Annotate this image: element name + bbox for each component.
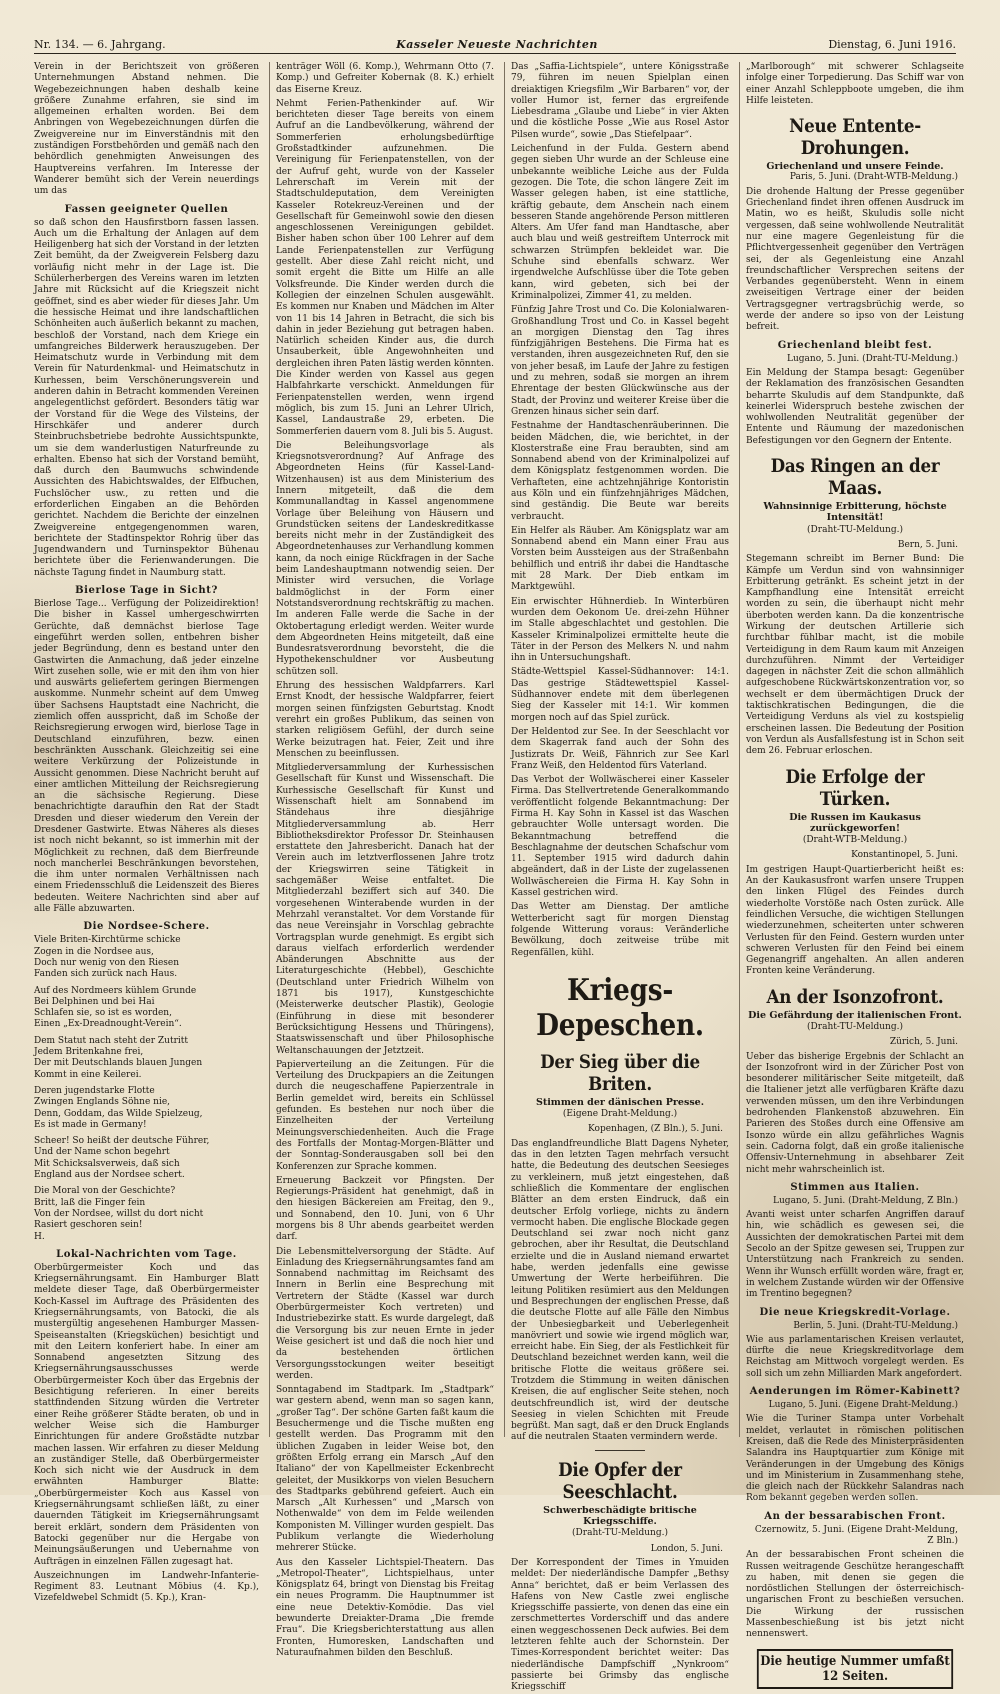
- poem-line: Viele Briten-Kirchtürme schicke: [34, 935, 181, 946]
- article-subheadline: Die Gefährdung der italienischen Front.: [748, 1009, 962, 1021]
- article-dateline: Lugano, 5. Juni. (Draht-TU-Meldung.): [787, 353, 958, 364]
- section-heading: Bierlose Tage in Sicht?: [75, 585, 218, 597]
- article-dateline: Kopenhagen, (Z Bln.), 5. Juni.: [588, 1124, 723, 1135]
- paragraph: Die Beleihungsvorlage als Kriegsnotsverordnung? Auf Anfrage des Abgeordneten Heins (für Kassel-Land-Witzenhausen) ist aus dem Ministerium des Innern mitgeteilt, daß die dem Kommunallandtag in Kassel angenommene Vorlage über Beleihung von Häusern und Grundstücken seitens der Landeskreditkasse bereits nicht mehr in der Zuständigkeit des Abgeordnetenhauses zur Verhandlung kommen kann, da noch einige Rückfragen in der Sache beim Landeshauptmann notwendig seien. Der Minister wird versuchen, die Vorlage baldmöglichst in der Form einer Notstandsverordnung rechtskräftig zu machen. Im anderen Falle werde die Sache in der Oktobertagung erledigt werden. Weiter wurde dem Abgeordneten Heins mitgeteilt, daß eine Bundesratsverordnung bevorsteht, die die Hypothekenschuldner vor Ausbeutung schützen soll.: [276, 440, 494, 677]
- poem-stanza: [34, 1036, 259, 1081]
- section-heading: Lokal-Nachrichten vom Tage.: [56, 1248, 237, 1260]
- paragraph: Stegemann schreibt im Berner Bund: Die Kämpfe um Verdun sind von wahnsinniger Erbitterung getränkt. Es scheint jetzt in der Kampfhandlung eine Intensität erreicht worden zu sein, die überhaupt nicht mehr überboten werden kann. Da die konzentrische Wirkung der deutschen Artillerie sich furchtbar fühlbar macht, ist die mobile Verteidigung in dem Raum kaum mit Anzeigen durchzuführen. Nimmt der Verteidiger dagegen in nächster Zeit die schon allmählich aufgeschobene Rückwärtskonzentration vor, so wechselt er dem übermächtigen Druck der taktischkratischen Bedingungen, die die Verteidigung Verduns als viel zu kostspielig erscheinen lassen. Die Bedeutung der Position von Verdun als Ausfallsfestung ist in Schon seit dem 26. Februar erloschen.: [746, 554, 964, 757]
- article-source: (Draht-TU-Meldung.): [807, 524, 903, 535]
- article-subheadline: Schwerbeschädigte britische Kriegsschiffe.: [543, 1504, 697, 1528]
- column-3: [504, 62, 729, 1693]
- paragraph: Fünfzig Jahre Trost und Co. Die Kolonialwaren-Großhandlung Trost und Co. in Kassel begeht an morgigen Dienstag den Tag ihres fünfzigjährigen Bestehens. Die Firma hat es verstanden, ihren ausgezeichneten Ruf, den sie von jeher besaß, im Laufe der Jahre zu festigen und zu mehren, sodaß sie morgen an ihrem Ehrentage der besten Glückwünsche aus der Stadt, der Provinz und weiterer Kreise über die Grenzen hinaus sicher sein darf.: [511, 305, 729, 417]
- article-subheadline: Die Russen im Kaukasus zurückgeworfen!: [789, 811, 921, 834]
- masthead: [34, 38, 956, 54]
- poem-line: Die Moral von der Geschichte?: [34, 1186, 176, 1197]
- poem-author: H.: [34, 1231, 45, 1242]
- section-heading: Fassen geeigneter Quellen: [64, 203, 229, 215]
- paragraph: Ueber das bisherige Ergebnis der Schlacht an der Isonzofront wird in der Züricher Post von besonderer militärischer Seite mitgeteilt, daß die Italiener jetzt alle verfügbaren Kräfte dazu verwenden müssen, um den ihre Verbindungen bedrohenden Flankenstoß abzuwehren. Ein Parieren des Stoßes durch eine Offensive am Isonzo würde ein allzu gefährliches Wagnis sein. Cadorna folgt, daß ein große italienische Offensiv-Unternehmung in absehbarer Zeit nicht mehr wahrscheinlich ist.: [746, 1051, 964, 1175]
- article-source: (Draht-WTB-Meldung.): [802, 835, 908, 846]
- article-headline: Das Ringen an der Maas.: [770, 455, 940, 500]
- paragraph: Verein in der Berichtszeit von größeren Unternehmungen Abstand nehmen. Die Wegebezeichnungen haben deshalb keine größere Zunahme erfahren, sie sind im allgemeinen erhalten worden. Bei dem Anbringen von Wegebezeichnungen dürfen die Zweigvereine nur im Einverständnis mit den zuständigen Forstbehörden und gemäß nach den behördlich genehmigten Anweisungen des Hauptvereins verfahren. Im Interesse der Wanderer bemüht sich der Verein neuerdings um das: [34, 62, 259, 197]
- paragraph: Ein Meldung der Stampa besagt: Gegenüber der Reklamation des französischen Gesandten beharrte Skuludis auf dem Standpunkte, daß keinerlei Widerspruch bestehe zwischen der wohlwollenden Neutralität gegenüber der Entente und Räumung der mazedonischen Befestigungen vor den Gegnern der Entente.: [746, 367, 964, 446]
- article-dateline: Czernowitz, 5. Juni. (Eigene Draht-Meldung, Z Bln.): [754, 1524, 958, 1546]
- article-subheadline: Griechenland und unsere Feinde.: [766, 161, 944, 173]
- article-dateline: Lugano, 5. Juni. (Eigene Draht-Meldung.): [768, 1400, 958, 1411]
- article-dateline: Bern, 5. Juni.: [897, 539, 958, 550]
- paragraph: Oberbürgermeister Koch und das Kriegsernährungsamt. Ein Hamburger Blatt meldete dieser Tage, daß Oberbürgermeister Koch-Kassel im Auftrage des Präsidenten des Kriegsernährungsamts, von Batocki, die als mustergültig angesehenen Hamburger Massen-Speiseanstalten (Kriegsküchen) besichtigt und mit den Leitern konferiert habe. In einer am Sonnabend angesetzten Sitzung des Kriegsernährungsausschusses werde Oberbürgermeister Koch über das Ergebnis der Besichtigung referieren. In einer bereits stattfindenden Sitzung würden die Vertreter einer Reihe größerer Städte beraten, ob und in welcher Weise sich die Hamburger Einrichtungen für andere Großstädte nutzbar machen lassen. Wir erfahren zu dieser Meldung an zuständiger Stelle, daß Oberbürgermeister Koch sich nicht wie der Ausdruck in dem erwähnten Hamburger Blatte: „Oberbürgermeister Koch aus Kassel von Kriegsernährungsamt schließen läßt, zu einer dauernden Tätigkeit im Kriegsernährungsamt bereit erklärt, sondern dem Präsidenten von Batocki gegenüber nur die Hergabe von Meinungsäußerungen und Uebernahme von Aufträgen in einzelnen Fällen zugesagt hat.: [34, 1262, 259, 1567]
- page-count-notice: Die heutige Nummer umfaßt 12 Seiten.: [757, 1649, 953, 1689]
- article-headline: Die Opfer der Seeschlacht.: [558, 1458, 682, 1503]
- article-dateline: Berlin, 5. Juni. (Draht-TU-Meldung.): [793, 1320, 958, 1331]
- columns: [34, 62, 964, 1693]
- paragraph: so daß schon den Hausfirstborn fassen lassen. Auch um die Erhaltung der Anlagen auf dem Heiligenberg hat sich der Vorstand in der letzten Zeit bemüht, da der Zweigverein Felsberg dazu vorläufig nicht mehr in der Lage ist. Die Schülerherbergen des Vereins waren im letzten Jahre mit Rücksicht auf die Kriegszeit nicht geöffnet, sind es aber wieder für dieses Jahr. Um die hessische Heimat und ihre landschaftlichen Schönheiten auch äußerlich bekannt zu machen, beschloß der Vorstand, nach dem Kriege ein umfangreiches Bilderwerk herauszugeben. Der Heimatschutz wurde in Verbindung mit dem Verein für Naturdenkmal- und Heimatschutz in Kurhessen, beim Verschönerungsverein und anderen dahin in Betracht kommenden Vereinen angelegentlichst gefördert. Besonders tätig war der Vorstand für die Wege des Vilsteins, der Hirschkäfer und anderer durch Steinbruchsbetriebe bedrohte Aussichtspunkte, um sie dem wanderlustigen Naturfreunde zu erhalten. Ebenso hat sich der Vorstand bemüht, daß durch den Baumwuchs schwindende Aussichten des Habichtswaldes, der Elfbuchen, Fuchslöcher usw., zu retten und die erforderlichen Eingaben an die Behörden gerichtet. Nachdem die Berichte der einzelnen Zweigvereine entgegengenommen waren, berichtete der Stadtinspektor Rohrig über das Jugendwandern und Turninspektor Bühenau berichtete über die Ferienwanderungen. Die nächste Tagung findet in Naumburg statt.: [34, 217, 259, 578]
- column-1: [34, 62, 259, 1604]
- paragraph: Avanti weist unter scharfen Angriffen darauf hin, wie schädlich es gewesen sei, die Aussichten der demokratischen Partei mit dem Secolo an der Spitze gewesen sei, Truppen zur Unterstützung nach Frankreich zu senden. Wenn ihr Wunsch erfüllt worden wäre, fragt er, in welchem Zustande würden wir der Offensive im Trentino begegnen?: [746, 1210, 964, 1300]
- paragraph: Die drohende Haltung der Presse gegenüber Griechenland findet ihren offenen Ausdruck im Matin, wo es heißt, Skuludis solle nicht vergessen, daß seine wohlwollende Neutralität nur eine magere Gegenleistung für die Pflichtvergessenheit gegenüber den Verträgen sei, der als Gegenleistung eine Anzahl freundschaftlicher Versprechen seitens der Verbandes gegenübersteht. Wenn in einem zweiseitigen Vertrage einer der beiden Vertragsgegner vertragsbrüchig werde, so werde der andere so ipso von der Leistung befreit.: [746, 186, 964, 333]
- poem-line: Dem Statut nach steht der Zutritt: [34, 1035, 189, 1046]
- poem-line: Zwingen Englands Söhne nie,: [34, 1097, 171, 1108]
- article-source: (Draht-TU-Meldung.): [807, 1022, 903, 1032]
- paragraph: Die Lebensmittelversorgung der Städte. Auf Einladung des Kriegsernährungsamtes fand am Sonnabend nachmittag im Reichsamt des Innern in Berlin eine Besprechung mit Vertretern der Städte (Kassel war durch Oberbürgermeister Koch vertreten) und Industriebezirke statt. Es wurde dargelegt, daß die Versorgung bis zur neuen Ernte in jeder Weise gesichert ist und daß die noch hier und da bestehenden örtlichen Versorgungsstockungen weiter beseitigt werden.: [276, 1246, 494, 1381]
- poem-stanza: [34, 986, 259, 1031]
- article-subheadline: Wahnsinnige Erbitterung, höchste Intensität!: [763, 501, 947, 524]
- article-dateline: Lugano, 5. Juni. (Draht-Meldung, Z Bln.): [773, 1195, 958, 1206]
- paragraph: Das englandfreundliche Blatt Dagens Nyheter, das in den letzten Tagen mehrfach versucht hatte, die Bedeutung des deutschen Seesieges zu verkleinern, muß jetzt eingestehen, daß schließlich die Kommentare der englischen Blätter an dem ersten Eindruck, daß ein deutscher Erfolg vorliege, nichts zu ändern vermocht haben. Die englische Blockade gegen Deutschland sei zwar noch nicht ganz gebrochen, aber ihr Resultat, die Deutschland erzielte und die in Ausland niemand erwartet habe, werden jedenfalls eine gewisse Umwertung der Werte herbeiführen. Die leitung Politiken resümiert aus den Meldungen und Besprechungen der englischen Presse, daß die deutsche Flotte auf alle Fälle den Nimbus der Unbesiegbarkeit und Ueberlegenheit manövriert und sowie wie irgend möglich war, erreicht habe. Ein Sieg, der als Festlichkeit für Deutschland bezeichnet werden kann, weil die britische Flotte die weitaus größere sei. Trotzdem die Stimmung in weiten dänischen Kreisen, die auf englischer Seite stehen, noch deutschfreundlich ist, wird der deutsche Seesieg in vielen Schichten mit Freude begrüßt. Man sagt, daß er den Druck Englands auf die neutralen Staaten vermindern werde.: [511, 1138, 729, 1443]
- issue-number: Nr. 134. — 6. Jahrgang.: [34, 38, 166, 51]
- poem-line: Auf des Nordmeers kühlem Grunde: [34, 985, 197, 996]
- column-2: [269, 62, 494, 1658]
- poem-line: Britt, laß die Finger fein: [34, 1197, 146, 1208]
- poem-line: Mit Schicksalsverweis, daß sich: [34, 1158, 180, 1169]
- poem-stanza: [34, 1086, 259, 1131]
- paragraph: „Marlborough“ mit schwerer Schlagseite infolge einer Torpedierung. Das Schiff war von einer Anzahl Schleppboote umgeben, die ihm Hilfe leisteten.: [746, 62, 964, 106]
- article-source: (Eigene Draht-Meldung.): [562, 1109, 678, 1120]
- poem-line: Kommt in eine Keilerei.: [34, 1069, 142, 1080]
- section-heading: An der bessarabischen Front.: [764, 1510, 946, 1522]
- paragraph: Nehmt Ferien-Pathenkinder auf. Wir berichteten dieser Tage bereits von einem Aufruf an die Landbevölkerung, während der Sommerferien erholungsbedürftige Großstadtkinder aufzunehmen. Die Vereinigung für Ferienpatenstellen, von der der Aufruf geht, wurde von der Kasseler Lehrerschaft im Verein mit der Stadtschuldeputation, dem Vereinigten Kasseler Rotekreuz-Vereinen und der Gesellschaft für Gemeinwohl sowie den diesen angeschlossenen Vereinigungen gebildet. Bisher haben schon über 100 Lehrer auf dem Lande Ferienpatenstellen zur Verfügung gestellt. Aber diese Zahl reicht nicht, und somit ergeht die Bitte um Hilfe an alle Volksfreunde. Die Kinder werden durch die Kollegien der einzelnen Schulen ausgewählt. Es kommen nur Knaben und Mädchen im Alter von 11 bis 14 Jahren in Betracht, die sich bis dahin in jeder Beziehung gut betragen haben. Natürlich scheiden Kinder aus, die durch Unsauberkeit, üble Angewohnheiten und dergleichen ihren Paten lästig werden könnten. Die Kinder werden von Kassel aus gegen Halbfahrkarte verschickt. Anmeldungen für Ferienpatenstellen werden, wenn irgend möglich, bis zum 15. Juni an Lehrer Ulrich, Kassel, Landaustraße 29, erbeten. Die Sommerferien dauern vom 8. Juli bis 5. August.: [276, 98, 494, 437]
- poem-line: Von der Nordsee, willst du dort nicht: [34, 1208, 204, 1219]
- poem-line: Bei Delphinen und bei Hai: [34, 996, 155, 1007]
- paragraph: Wie die Turiner Stampa unter Vorbehalt meldet, verlautet in römischen politischen Kreisen, daß die Rede des Ministerpräsidenten Salandra ins Hauptquartier zum Könige mit Veränderungen in der Umgebung des Königs und im Ministerium in Zusammenhang stehe, die gleich nach der Rückkehr Salandras nach Rom bekannt gegeben werden sollen.: [746, 1414, 964, 1504]
- paragraph: Der Heldentod zur See. In der Seeschlacht vor dem Skagerrak fand auch der Sohn des Justizrats Dr. Weiß, Fähnrich zur See Karl Franz Weiß, den Heldentod fürs Vaterland.: [511, 726, 729, 771]
- issue-date: Dienstag, 6. Juni 1916.: [828, 38, 956, 51]
- poem-line: Fanden sich zurück nach Haus.: [34, 969, 178, 980]
- paragraph: Das „Saffia-Lichtspiele“, untere Königsstraße 79, führen im neuen Spielplan einen dreiaktigen Kriegsfilm „Wir Barbaren“ vor, der voller Humor ist, ferner das ergreifende Liebesdrama „Glaube und Liebe“ in vier Akten und die köstliche Posse „Wie aus Rosel Astor Pilsen wurde“, sowie „Das Stiefelpaar“.: [511, 62, 729, 140]
- paragraph: An der bessarabischen Front scheinen die Russen weitragende Geschütze herangeschafft zu haben, mit denen sie gegen die nordöstlichen Stellungen der österreichisch-ungarischen Front zu beschießen versuchen. Die Wirkung der russischen Massenbeschießung ist bis jetzt nicht nennenswert.: [746, 1550, 964, 1640]
- poem-line: Der mit Deutschlands blauen Jungen: [34, 1058, 203, 1069]
- poem-line: Deren jugendstarke Flotte: [34, 1085, 155, 1096]
- war-dispatches-headline: Kriegs-Depeschen.: [536, 972, 704, 1043]
- paragraph: Ein erwischter Hühnerdieb. In Winterbüren wurden dem Oekonom Ue. drei-zehn Hühner im Stalle abgeschlachtet und gestohlen. Die Kasseler Kriminalpolizei ermittelte heute die Täter in der Person des Melkers N. und nahm ihn in Untersuchungshaft.: [511, 596, 729, 664]
- paragraph: Wie aus parlamentarischen Kreisen verlautet, dürfte die neue Kriegskreditvorlage dem Reichstag am Mittwoch vorgelegt werden. Es soll sich um zehn Milliarden Mark angefordert.: [746, 1334, 964, 1379]
- poem-line: Scheer! So heißt der deutsche Führer,: [34, 1136, 210, 1147]
- paragraph: Auszeichnungen im Landwehr-Infanterie-Regiment 83. Leutnant Möbius (4. Kp.), Vizefeldwebel Schmidt (5. Kp.), Kran-: [34, 1570, 259, 1604]
- paragraph: Sonntagabend im Stadtpark. Im „Stadtpark“ war gestern abend, wenn man so sagen kann, „großer Tag“. Der schöne Garten faßt kaum die Besuchermenge und die Tische mußten eng gestellt werden. Das Programm mit den üblichen Zugaben in leider Weise bot, den größten Erfolg errang ein Marsch „Auf den Italiano“ der von Kapellmeister Eckenbrecht geleitet, der Musikkorps von vielen Besuchern des Stadtparks gebührend gefeiert. Auch ein Marsch „Alt Kurhessen“ und „Marsch von Nothenwalde“ von dem im Felde weilenden Komponisten M. Villinger wurden gespielt. Das Publikum verlangte die Wiederholung mehrerer Stücke.: [276, 1385, 494, 1554]
- paragraph: Aus den Kasseler Lichtspiel-Theatern. Das „Metropol-Theater“, Lichtspielhaus, unter Königsplatz 64, bringt von Dienstag bis Freitag ein neues Programm. Die Hauptnummer ist eine neue Detektiv-Komödie. Das viel bewunderte Dreiakter-Drama „Die fremde Frau“. Die Kriegsberichterstattung aus allen Fronten, Humoresken, Landschaften und Naturaufnahmen bilden den Beschluß.: [276, 1557, 494, 1658]
- poem-line: Rasiert geschoren sein!: [34, 1220, 143, 1231]
- poem-line: Es ist made in Germany!: [34, 1119, 147, 1130]
- article-dateline: London, 5. Juni.: [650, 1543, 723, 1554]
- poem-stanza: [34, 935, 259, 980]
- section-heading: Stimmen aus Italien.: [790, 1181, 920, 1193]
- poem-line: Denn, Goddam, das Wilde Spielzeug,: [34, 1108, 203, 1119]
- article-dateline: Paris, 5. Juni. (Draht-WTB-Meldung.): [789, 172, 958, 183]
- poem-line: Doch nur wenig von den Riesen: [34, 957, 180, 968]
- paragraph: Erneuerung Backzeit vor Pfingsten. Der Regierungs-Präsident hat genehmigt, daß in den hiesigen Bäckereien am Freitag, den 9., und Sonnabend, den 10. Juni, von 6 Uhr morgens bis 8 Uhr abends gearbeitet werden darf.: [276, 1175, 494, 1243]
- divider: [595, 1450, 645, 1451]
- article-headline: An der Isonzofront.: [766, 985, 944, 1008]
- paragraph: Städte-Wettspiel Kassel-Südhannover: 14:1. Das gestrige Städtewettspiel Kassel-Südhannover endete mit dem überlegenen Sieg der Kasseler mit 14:1. Wir kommen morgen noch auf das Spiel zurück.: [511, 667, 729, 723]
- article-headline: Neue Entente-Drohungen.: [789, 115, 921, 160]
- section-heading: Griechenland bleibt fest.: [777, 339, 933, 351]
- poem: [34, 935, 259, 1242]
- paragraph: Ehrung des hessischen Waldpfarrers. Karl Ernst Knodt, der hessische Waldpfarrer, feiert morgen seinen fünfzigsten Geburtstag. Knodt verehrt ein großes Publikum, das seinen von starken religiösem Gefühl, der durch seine Werke beizutragen hat. Feier, Zeit und ihre Menschen zu beeinflussen.: [276, 681, 494, 759]
- poem-line: Schlafen sie, so ist es worden,: [34, 1008, 172, 1019]
- article-headline: Der Sieg über die Briten.: [540, 1050, 700, 1095]
- article-dateline: Zürich, 5. Juni.: [889, 1037, 958, 1048]
- poem-line: Und der Name schon begehrt: [34, 1147, 170, 1158]
- section-heading: Die Nordsee-Schere.: [83, 921, 210, 933]
- paragraph: Im gestrigen Haupt-Quartierbericht heißt es: An der Kaukasusfront warfen unsere Truppen den linken Flügel des Feindes durch wiederholte Vorstöße nach Osten zurück. Alle feindlichen Versuche, die wichtigen Stellungen wiederzunehmen, scheiterten unter schweren Verlusten für den Feind. Gestern wurden unter schweren Verlusten für den Feind bei einem Gegenangriff angehalten. An allen anderen Fronten keine Veränderung.: [746, 864, 964, 977]
- poem-line: Einen „Ex-Dreadnought-Verein“.: [34, 1019, 182, 1030]
- paragraph: Bierlose Tage... Verfügung der Polizeidirektion! Die bisher in Kassel umhergeschwirrten Gerüchte, daß demnächst bierlose Tage eingeführt werden sollen, entbehren bisher jeder Begründung, denn es bestand unter den Gastwirten die Anmachung, daß jeder einzelne Wirt zusehen solle, wie er mit den ihm von hier und auswärts geliefertem geringen Biermengen auskomme. Nunmehr scheint auf dem Umweg über Sachsens Hauptstadt eine Nachricht, die ziemlich offen ausspricht, daß im Schoße der Reichsregierung erwogen wird, bierlose Tage in Deutschland einzuführen, bezw. einen beschränkten Ausschank. Gleichzeitig sei eine weitere Verkürzung der Polizeistunde in Aussicht genommen. Diese Nachricht beruht auf einer amtlichen Mitteilung der Reichsregierung an die sächsische Regierung. Diese benachrichtigte daraufhin den Rat der Stadt Dresden und dieser wiederum den Verein der Dresdener Gastwirte. Etwas Näheres als dieses ist noch nicht bekannt, so ist immerhin mit der Möglichkeit zu rechnen, daß dem Bierfreunde noch mancherlei Beschränkungen bevorstehen, die ihm unter normalen Verhältnissen nach einem Friedensschluß die Leidenszeit des Bieres bedeuten. Weitere Nachrichten sind aber auf alle Fälle abzuwarten.: [34, 599, 259, 915]
- poem-stanza: [34, 1136, 259, 1181]
- paragraph: Papierverteilung an die Zeitungen. Für die Verteilung des Druckpapiers an die Zeitungen durch die neugeschaffene Papierzentrale in Berlin gemeldet wird, bereits ein Schlüssel gefunden. Es bestehen nur noch über die Einzelheiten der Verteilung Meinungsverschiedenheiten. Auch die Frage des Fortfalls der Montag-Morgen-Blätter und der Sonntag-Sonderausgaben soll bei den Konferenzen zur Sprache kommen.: [276, 1059, 494, 1172]
- poem-line: Jedem Britenkahne frei,: [34, 1047, 144, 1058]
- article-dateline: Konstantinopel, 5. Juni.: [851, 850, 958, 861]
- paragraph: Das Wetter am Dienstag. Der amtliche Wetterbericht sagt für morgen Dienstag folgende Witterung voraus: Veränderliche Bewölkung, doch zeitweise trübe mit Regenfällen, kühl.: [511, 902, 729, 958]
- column-4: [739, 62, 964, 1684]
- paragraph: kenträger Wöll (6. Komp.), Wehrmann Otto (7. Komp.) und Gefreiter Kobernak (8. K.) erhielt das Eiserne Kreuz.: [276, 62, 494, 95]
- poem-line: Zogen in die Nordsee aus,: [34, 946, 154, 957]
- newspaper-title: Kasseler Neueste Nachrichten: [396, 38, 598, 51]
- paragraph: Ein Helfer als Räuber. Am Königsplatz war am Sonnabend abend ein Mann einer Frau aus Vorsten beim Aussteigen aus der Straßenbahn behilflich und entriß ihr dabei die Handtasche mit 28 Mark. Der Dieb entkam im Marktgewühl.: [511, 525, 729, 593]
- article-headline: Die Erfolge der Türken.: [785, 765, 925, 810]
- paragraph: Das Verbot der Wollwäscherei einer Kasseler Firma. Das Stellvertretende Generalkommando veröffentlicht folgende Bekanntmachung: Der Firma H. Kay Sohn in Kassel ist das Waschen gebrauchter Wolle untersagt worden. Die Bekanntmachung betreffend die Beschlagnahme der deutschen Schafschur vom 11. September 1915 wird dadurch dahin abgeändert, daß in der Liste der zugelassenen Wollwäschereien die Firma H. Kay Sohn in Kassel gestrichen wird.: [511, 775, 729, 899]
- paragraph: Mitgliederversammlung der Kurhessischen Gesellschaft für Kunst und Wissenschaft. Die Kurhessische Gesellschaft für Kunst und Wissenschaft hielt am Sonnabend im Ständehaus ihre diesjährige Mitgliederversammlung ab. Herr Bibliotheksdirektor Professor Dr. Steinhausen erstattete den Jahresbericht. Danach hat der Verein auch im letztverflossenen Jahre trotz der Kriegswirren seine Tätigkeit in sachgemäßer Weise entfaltet. Die Mitgliederzahl beziffert sich auf 340. Die vorgesehenen Winterabende wurden in der Mehrzahl veranstaltet. Vor dem Vorstande für das neue Vereinsjahr in Vorschlag gebrachte Vortragsplan wurde genehmigt. Es ergibt sich daraus vielfach erforderlich werdender Abänderungen Abschnitte aus der Literaturgeschichte (Hebbel), Geschichte (Deutschland unter Friedrich Wilhelm von 1871 bis 1917), Kunstgeschichte (Meisterwerke deutscher Plastik), Geologie (Einführung in diese mit besonderer Berücksichtigung Hessens und Thüringens), Staatswissenschaft und über Philosophische Weltanschauungen der Jetztzeit.: [276, 763, 494, 1056]
- paragraph: Festnahme der Handtaschenräuberinnen. Die beiden Mädchen, die, wie berichtet, in der Klosterstraße eine Frau beraubten, sind am Sonnabend abend von der Kriminalpolizei auf dem Königsplatz festgenommen worden. Die Verhafteten, eine achtzehnjährige Kontoristin aus Köln und ein fünfzehnjähriges Mädchen, sind geständig. Die Beute war bereits verbraucht.: [511, 421, 729, 522]
- paragraph: Der Korrespondent der Times in Ymuiden meldet: Der niederländische Dampfer „Bethsy Anna“ berichtet, daß er beim Verlassen des Hafens von New Castle zwei englische Kriegsschiffe passierte, von denen das eine ein zerschmettertes Vorderschiff und das andere einen weggeschossenen Deck aufwies. Bei dem letzteren fehlte auch der Schornstein. Der Times-Korrespondent berichtet weiter: Das niederländische Dampfschiff „Nynkroom“ passierte bei Grimsby das englische Kriegsschiff: [511, 1557, 729, 1693]
- section-heading: Die neue Kriegskredit-Vorlage.: [759, 1306, 951, 1318]
- article-subheadline: Stimmen der dänischen Presse.: [535, 1096, 705, 1108]
- paragraph: Leichenfund in der Fulda. Gestern abend gegen sieben Uhr wurde an der Schleuse eine unbekannte weibliche Leiche aus der Fulda gezogen. Die Tote, die schon längere Zeit im Wasser gelegen haben, ist eine stattliche, kräftig gebaute, dem Anschein nach einem besseren Stande angehörende Person mittleren Alters. Am Ufer fand man Handtasche, aber auch blau und weiß gestreiftem Unterrock mit schwarzen Strümpfen bekleidet war. Die Schuhe sind ebenfalls schwarz. Wer irgendwelche Aufschlüsse über die Tote geben kann, wird gebeten, sich bei der Kriminalpolizei, Zimmer 41, zu melden.: [511, 144, 729, 301]
- poem-stanza: [34, 1186, 259, 1242]
- article-source: (Draht-TU-Meldung.): [572, 1528, 668, 1539]
- poem-line: England aus der Nordsee schert.: [34, 1170, 185, 1181]
- section-heading: Aenderungen im Römer-Kabinett?: [749, 1386, 961, 1398]
